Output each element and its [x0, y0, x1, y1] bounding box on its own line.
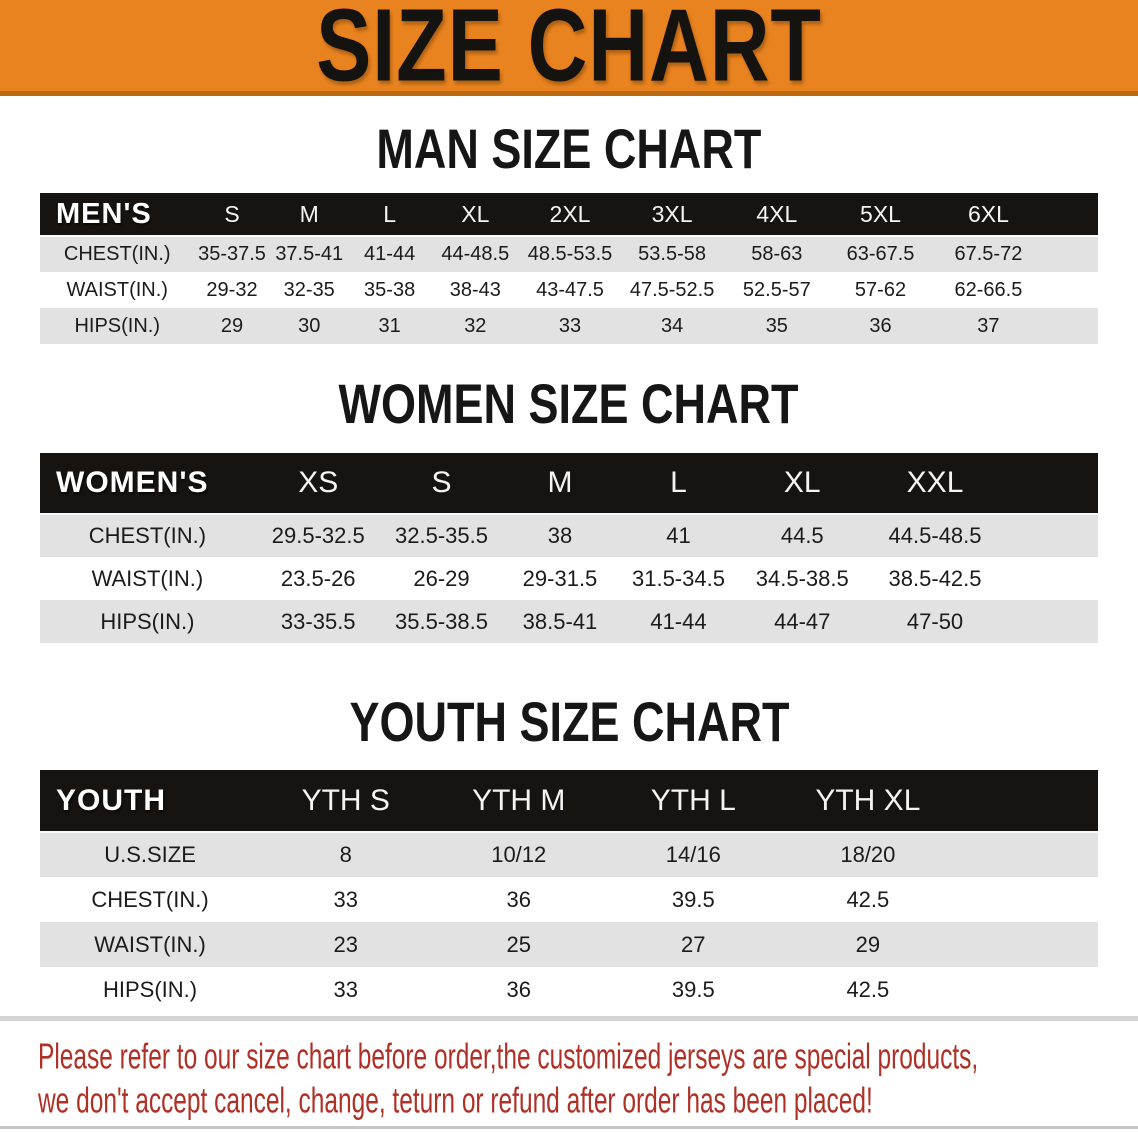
- women-hips-row: [40, 600, 1098, 643]
- men-chest-row: [40, 236, 1098, 272]
- filler-cell: [1045, 308, 1098, 344]
- cell: 31.5-34.5: [631, 565, 725, 591]
- cell: 44.5-48.5: [888, 523, 982, 548]
- cell: 38-43: [449, 278, 501, 301]
- cell: 44-47: [774, 608, 831, 634]
- cell: 37.5-41: [275, 243, 344, 265]
- disclaimer-line-1: Please refer to our size chart before order,the customized jerseys are special products,: [38, 1036, 979, 1078]
- cell: 36: [869, 314, 892, 337]
- cell: 41-44: [364, 243, 416, 265]
- cell: 32-35: [283, 278, 335, 301]
- cell: 36: [506, 886, 531, 912]
- cell: 39.5: [671, 976, 715, 1002]
- cell: 53.5-58: [638, 243, 706, 265]
- men-waist-row: [40, 272, 1098, 308]
- men-col-6xl: 6XL: [967, 200, 1009, 227]
- cell: 8: [339, 842, 352, 867]
- man-size-chart-title: MAN SIZE CHART: [376, 117, 762, 181]
- cell: 29: [855, 931, 881, 957]
- cell: 57-62: [854, 278, 907, 301]
- men-col-2xl: 2XL: [549, 200, 591, 227]
- women-col-s: S: [431, 466, 452, 499]
- men-col-4xl: 4XL: [756, 200, 798, 227]
- cell: 29-32: [206, 278, 258, 301]
- women-col-m: M: [547, 466, 573, 499]
- cell: 27: [681, 931, 706, 957]
- cell: 36: [506, 976, 531, 1002]
- bottom-divider: [0, 1126, 1138, 1129]
- filler-cell: [955, 877, 1098, 922]
- men-header-row: [40, 193, 1098, 236]
- cell: 23.5-26: [280, 565, 356, 591]
- disclaimer: [0, 1035, 1138, 1123]
- youth-waist-row: [40, 922, 1098, 967]
- women-header-label: WOMEN'S: [56, 466, 209, 499]
- disclaimer-line-2: we don't accept cancel, change, teturn or refund after order has been placed!: [38, 1080, 873, 1122]
- filler-cell: [955, 967, 1098, 1012]
- filler-cell: [1045, 193, 1098, 236]
- cell: 52.5-57: [742, 278, 811, 301]
- youth-size-chart-title: YOUTH SIZE CHART: [348, 690, 790, 754]
- cell: 58-63: [751, 243, 803, 265]
- cell: 18/20: [840, 842, 896, 867]
- men-col-5xl: 5XL: [860, 200, 901, 227]
- cell: 35: [765, 314, 788, 337]
- cell: 42.5: [846, 886, 890, 912]
- cell: 31: [378, 314, 401, 337]
- women-size-table: [40, 453, 1098, 643]
- women-col-xl: XL: [783, 466, 821, 499]
- row-label: HIPS(IN.): [100, 608, 195, 634]
- women-header-row: [40, 453, 1098, 514]
- cell: 41-44: [650, 608, 707, 634]
- row-label: WAIST(IN.): [66, 278, 168, 301]
- cell: 32: [464, 314, 487, 337]
- cell: 26-29: [413, 565, 470, 591]
- youth-col-m: YTH M: [472, 783, 566, 817]
- men-header-label: MEN'S: [56, 197, 152, 230]
- cell: 33: [333, 976, 358, 1002]
- cell: 29: [220, 314, 244, 337]
- divider: [0, 1016, 1138, 1021]
- section-title-women: [0, 372, 1138, 436]
- cell: 35-38: [364, 278, 416, 301]
- youth-col-xl: YTH XL: [815, 783, 921, 817]
- youth-size-table: [40, 770, 1098, 1012]
- women-col-xxl: XXL: [906, 466, 964, 499]
- filler-cell: [1004, 600, 1098, 643]
- cell: 30: [298, 314, 321, 337]
- youth-col-l: YTH L: [650, 783, 736, 817]
- youth-ussize-row: [40, 832, 1098, 877]
- cell: 14/16: [665, 842, 721, 867]
- cell: 44-48.5: [441, 243, 510, 265]
- row-label: U.S.SIZE: [104, 842, 196, 867]
- cell: 44.5: [780, 523, 824, 548]
- row-label: CHEST(IN.): [88, 523, 207, 548]
- women-waist-row: [40, 557, 1098, 600]
- cell: 33: [558, 314, 582, 337]
- cell: 29.5-32.5: [271, 523, 365, 548]
- cell: 35-37.5: [198, 243, 266, 265]
- youth-hips-row: [40, 967, 1098, 1012]
- cell: 67.5-72: [954, 243, 1023, 265]
- row-label: CHEST(IN.): [91, 886, 209, 912]
- cell: 38.5-41: [522, 608, 598, 634]
- cell: 23: [333, 931, 358, 957]
- cell: 34.5-38.5: [755, 565, 849, 591]
- cell: 41: [666, 523, 691, 548]
- cell: 43-47.5: [536, 278, 604, 301]
- filler-cell: [1004, 557, 1098, 600]
- men-col-m: M: [299, 200, 319, 227]
- cell: 34: [660, 314, 684, 337]
- cell: 62-66.5: [954, 278, 1023, 301]
- youth-header-label: YOUTH: [56, 783, 166, 817]
- filler-cell: [1004, 514, 1098, 557]
- youth-header-row: [40, 770, 1098, 832]
- cell: 47.5-52.5: [629, 278, 715, 301]
- women-col-l: L: [670, 466, 687, 499]
- cell: 33-35.5: [280, 608, 356, 634]
- banner-title: SIZE CHART: [316, 0, 822, 103]
- youth-col-s: YTH S: [301, 783, 390, 817]
- cell: 38.5-42.5: [888, 565, 982, 591]
- cell: 42.5: [846, 976, 890, 1002]
- cell: 47-50: [906, 608, 964, 634]
- row-label: HIPS(IN.): [102, 976, 198, 1002]
- cell: 39.5: [671, 886, 715, 912]
- cell: 10/12: [491, 842, 547, 867]
- cell: 38: [547, 523, 573, 548]
- row-label: WAIST(IN.): [91, 565, 204, 591]
- men-col-s: S: [224, 200, 240, 227]
- row-label: WAIST(IN.): [94, 931, 206, 957]
- women-col-xs: XS: [298, 466, 339, 499]
- row-label: CHEST(IN.): [63, 243, 171, 265]
- men-hips-row: [40, 308, 1098, 344]
- cell: 63-67.5: [846, 243, 915, 265]
- women-chest-row: [40, 514, 1098, 557]
- cell: 35.5-38.5: [395, 608, 488, 634]
- filler-cell: [955, 922, 1098, 967]
- section-title-youth: [0, 690, 1138, 754]
- cell: 25: [506, 931, 531, 957]
- filler-cell: [1045, 236, 1098, 272]
- filler-cell: [955, 770, 1098, 832]
- section-title-man: [0, 117, 1138, 181]
- men-col-l: L: [383, 200, 397, 227]
- filler-cell: [1045, 272, 1098, 308]
- cell: 37: [977, 314, 1000, 337]
- cell: 29-31.5: [522, 565, 598, 591]
- cell: 48.5-53.5: [527, 243, 613, 265]
- banner: [0, 0, 1138, 103]
- cell: 33: [333, 886, 358, 912]
- women-size-chart-title: WOMEN SIZE CHART: [339, 372, 799, 436]
- cell: 32.5-35.5: [395, 523, 488, 548]
- men-size-table: [40, 193, 1098, 344]
- men-col-3xl: 3XL: [651, 200, 693, 227]
- row-label: HIPS(IN.): [74, 314, 160, 337]
- men-col-xl: XL: [461, 200, 490, 227]
- filler-cell: [955, 832, 1098, 877]
- youth-chest-row: [40, 877, 1098, 922]
- filler-cell: [1004, 453, 1098, 514]
